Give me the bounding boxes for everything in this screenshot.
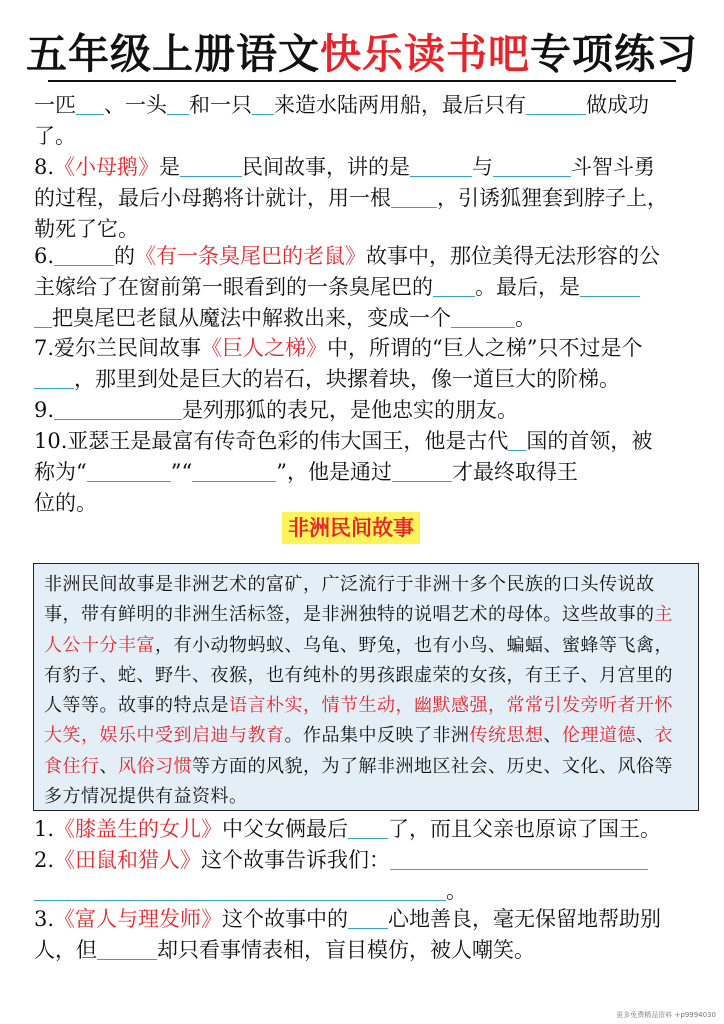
africa-question-1 [34, 814, 692, 845]
question-number: 9. [34, 398, 55, 422]
info-box [33, 563, 699, 811]
answer-blank[interactable] [433, 274, 475, 297]
question-10 [34, 426, 692, 519]
text: 民间故事，讲的是 [242, 155, 411, 179]
answer-blank[interactable] [167, 92, 189, 115]
title-suffix: 专项练习 [530, 30, 698, 78]
text: 的过程，最后小母鹅将计就计，用一根 [34, 186, 391, 210]
text: ”，他是通过 [276, 460, 392, 484]
text: 却只看事情表相，盲目模仿，被人嘲笑。 [157, 938, 535, 962]
text: 的 [114, 244, 136, 268]
question-number: 1. [34, 817, 55, 841]
info-highlight: 伦理道德 [562, 725, 636, 747]
text: 。 [515, 306, 536, 330]
text: 故事中，那位美得无法形容的公 [366, 244, 661, 268]
info-highlight: 风俗习惯 [118, 755, 192, 777]
text: 与 [472, 155, 494, 179]
answer-blank[interactable] [391, 185, 437, 208]
text: 做成功 [586, 93, 649, 117]
text: 10.亚瑟王是最富有传奇色彩的伟大国王，他是古代 [34, 429, 509, 453]
info-highlight: 衣食住行 [44, 725, 673, 777]
text: 主嫁给了在窗前第一眼看到的一条臭尾巴的 [34, 275, 433, 299]
text: 勒死了它。 [34, 217, 139, 241]
text: 心地善良，毫无保留地帮助别 [388, 907, 662, 931]
info-highlight: 主人公十分丰富 [44, 604, 673, 656]
answer-blank[interactable] [526, 92, 586, 115]
answer-blank[interactable] [54, 397, 182, 420]
answer-blank[interactable] [252, 92, 274, 115]
text: 称为“ [34, 460, 87, 484]
text: 是 [159, 155, 181, 179]
text: 是列那狐的表兄，是他忠实的朋友。 [182, 398, 519, 422]
text: 这个故事告诉我们： [201, 848, 391, 872]
answer-blank[interactable] [87, 459, 171, 482]
info-text: 等方面的风貌，为了解非洲地区社会、历史、文化、风俗等多方情况提供有益资料。 [44, 755, 673, 808]
info-text: 、 [543, 725, 562, 747]
answer-blank[interactable] [580, 274, 640, 297]
question-8 [34, 152, 692, 245]
answer-blank[interactable] [54, 243, 114, 266]
text: 了，而且父亲也原谅了国王。 [388, 817, 662, 841]
question-6 [34, 241, 692, 334]
text: 了。 [34, 124, 76, 148]
answer-blank[interactable] [348, 906, 388, 929]
text: 来造水陆两用船，最后只有 [274, 93, 526, 117]
text: 国的首领，被 [526, 429, 653, 453]
answer-blank[interactable] [97, 937, 157, 960]
text: 和一只 [189, 93, 252, 117]
text: 人，但 [34, 938, 97, 962]
answer-blank[interactable] [348, 816, 388, 839]
title-highlight: 快乐读书吧 [320, 30, 530, 78]
book-title: 《富人与理发师》 [54, 907, 223, 931]
text: 中父女俩最后 [222, 817, 349, 841]
text: 一匹 [34, 93, 76, 117]
text: 这个故事中的 [222, 907, 349, 931]
book-title: 《膝盖生的女儿》 [54, 817, 223, 841]
footer-watermark: 更多免费精品资料 +p9994030 [616, 1011, 716, 1019]
question-9 [34, 395, 692, 426]
answer-blank[interactable] [410, 154, 472, 177]
answer-blank[interactable] [451, 305, 515, 328]
text: ”“ [170, 460, 193, 484]
answer-blank[interactable] [180, 154, 242, 177]
africa-question-3 [34, 904, 692, 966]
text: 7.爱尔兰民间故事 [34, 336, 202, 360]
info-text: 、 [636, 725, 655, 747]
answer-blank[interactable] [493, 154, 571, 177]
text: 中，所谓的“巨人之梯”只不过是个 [327, 336, 643, 360]
info-text: 、 [99, 755, 118, 777]
text: ，那里到处是巨大的岩石，块摞着块，像一道巨大的阶梯。 [74, 367, 620, 391]
question-number: 3. [34, 907, 55, 931]
question-number: 6. [34, 244, 55, 268]
info-text: 非洲民间故事是非洲艺术的富矿，广泛流行于非洲十多个民族的口头传说故事，带有鲜明的非洲生活标签，是非洲独特的说唱艺术的母体。这些故事的 [44, 574, 655, 626]
text: 、一头 [104, 93, 167, 117]
question-7 [34, 333, 692, 395]
africa-question-2 [34, 845, 692, 907]
title-main: 五年级上册语文 [26, 30, 320, 78]
answer-blank[interactable] [508, 428, 526, 451]
answer-blank[interactable] [34, 305, 52, 328]
text: 斗智斗勇 [571, 155, 656, 179]
question-prev [34, 90, 692, 152]
text: 才最终取得王 [451, 460, 578, 484]
question-number: 8. [34, 155, 55, 179]
book-title: 《田鼠和猎人》 [54, 848, 202, 872]
info-highlight: 语言朴实，情节生动，幽默感强，常常引发旁听者开怀大笑，娱乐中受到启迪与教育 [44, 695, 673, 747]
book-title: 《有一条臭尾巴的老鼠》 [135, 244, 367, 268]
answer-blank[interactable] [192, 459, 276, 482]
text: 。 [446, 879, 467, 903]
section-title: 非洲民间故事 [282, 512, 420, 544]
text: 把臭尾巴老鼠从魔法中解救出来，变成一个 [52, 306, 451, 330]
text: 。最后，是 [475, 275, 580, 299]
book-title: 《小母鹅》 [54, 155, 160, 179]
info-text: ，有小动物蚂蚁、乌龟、野兔，也有小鸟、蝙蝠、蜜蜂等飞禽，有豹子、蛇、野牛、夜猴，也有纯朴的男孩跟虚荣的女孩，有王子、月宫里的人等等。故事的特点是 [44, 634, 673, 717]
book-title: 《巨人之梯》 [201, 336, 328, 360]
title-underline [48, 80, 676, 82]
info-highlight: 传统思想 [469, 725, 544, 747]
answer-blank[interactable] [34, 878, 446, 901]
answer-blank[interactable] [34, 366, 74, 389]
answer-blank[interactable] [390, 847, 648, 870]
answer-blank[interactable] [76, 92, 104, 115]
text: ，引诱狐狸套到脖子上， [437, 186, 668, 210]
answer-blank[interactable] [392, 459, 452, 482]
info-text: 。作品集中反映了非洲 [284, 725, 470, 747]
question-number: 2. [34, 848, 55, 872]
text: 位的。 [34, 491, 97, 515]
page-title [0, 30, 724, 78]
